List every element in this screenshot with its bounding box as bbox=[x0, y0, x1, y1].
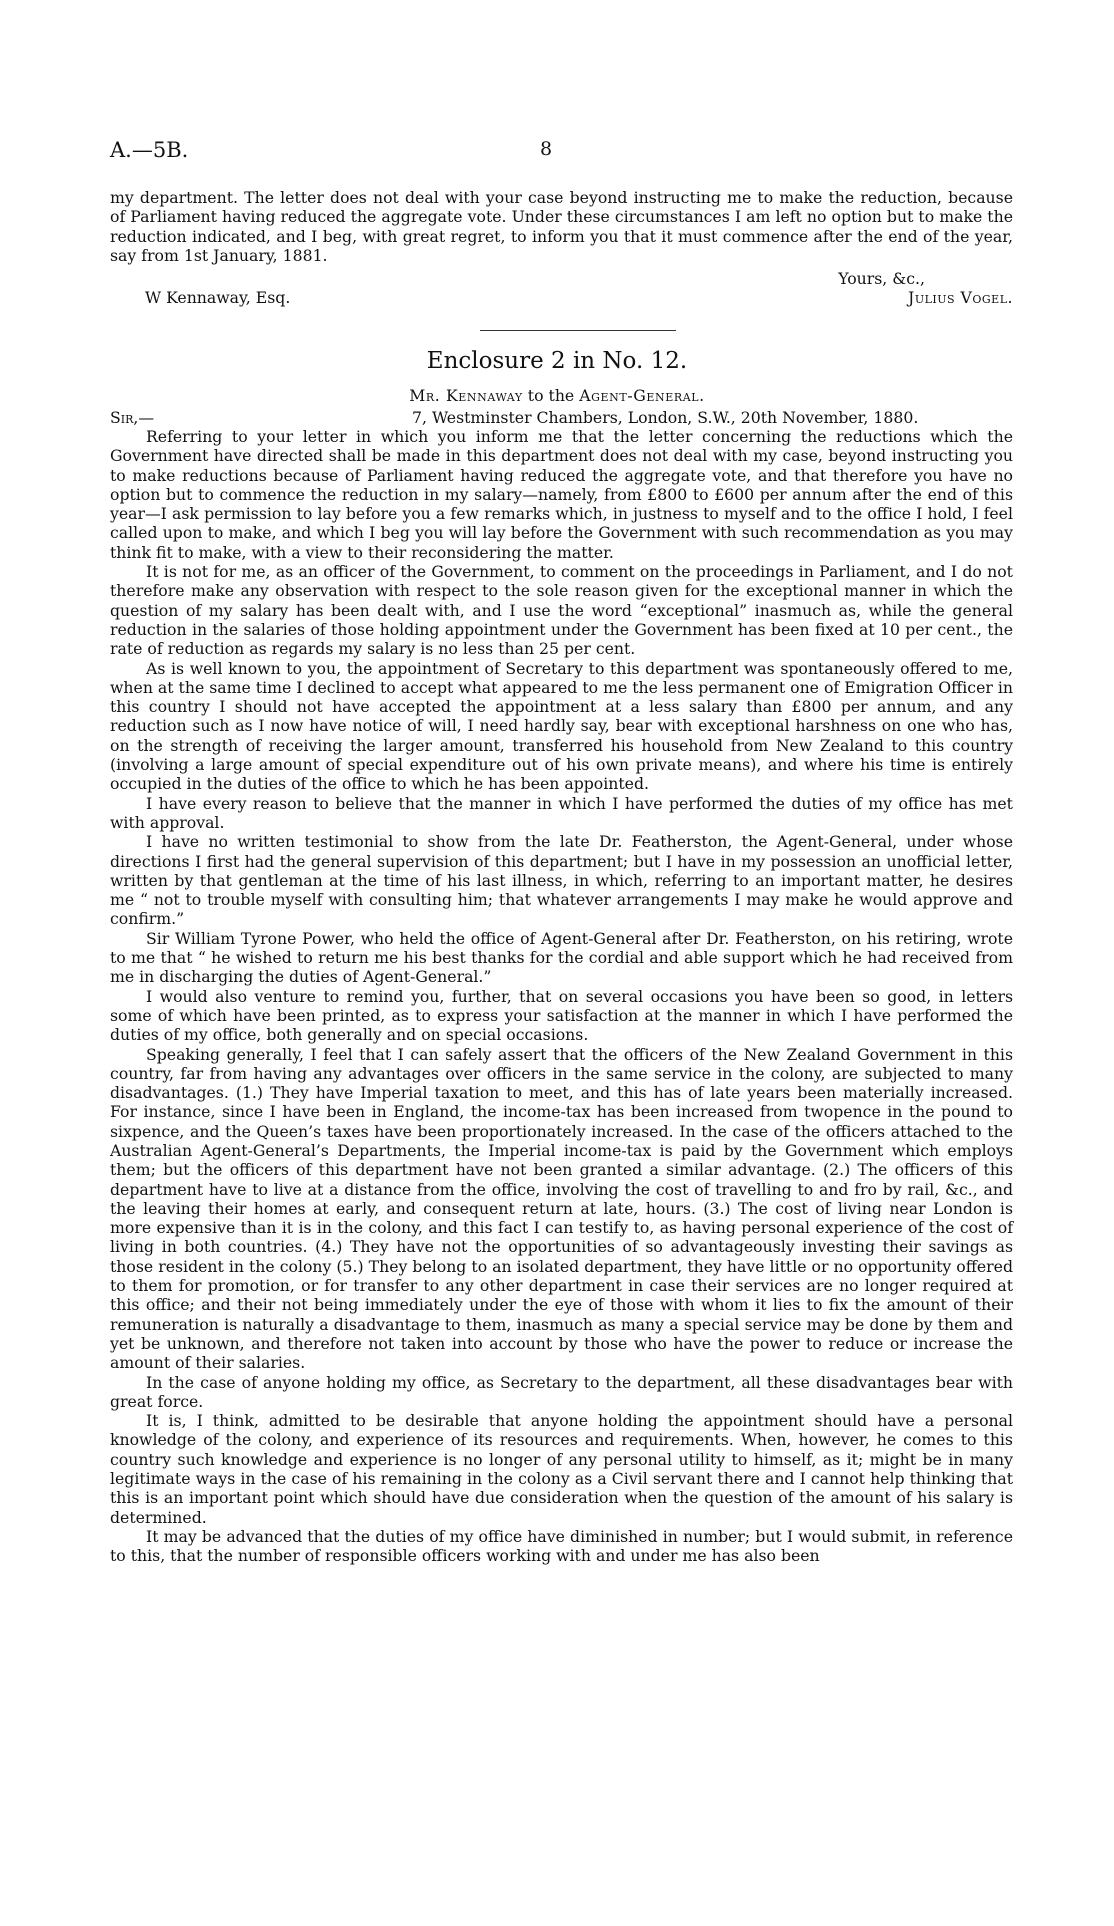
letter-subheading bbox=[0, 386, 1114, 405]
sender: Mr. Kennaway bbox=[409, 386, 523, 405]
recipient: Agent-General. bbox=[579, 386, 705, 405]
page-identifier: A.—5B. bbox=[110, 138, 189, 162]
paragraph: I would also venture to remind you, further, that on several occasions you have been so good, in letters some of which have been printed, as to express your satisfaction at the manner in which I have performed the duties of my office, both generally and on special occasions. bbox=[110, 986, 1013, 1045]
page-header bbox=[0, 138, 1114, 168]
page-number: 8 bbox=[540, 138, 553, 160]
to-word: to the bbox=[527, 386, 575, 405]
paragraph: Speaking generally, I feel that I can safely assert that the officers of the New Zealand Government in this country, far from having any advantages over officers in the same service in the colony, are subjected to many disadvantages. (1.) They have Imperial taxation to meet, and this has of late years been materially increased. For instance, since I have been in England, the income-tax has been increased from twopence in the pound to sixpence, and the Queen’s taxes have been proportionately increased. In the case of the officers attached to the Australian Agent-General’s Departments, the Imperial income-tax is paid by the Government which employs them; but the officers of this department have not been granted a similar advantage. (2.) The officers of this department have to live at a distance from the office, involving the cost of travelling to and fro by rail, &c., and the leaving their homes at early, and consequent return at late, hours. (3.) The cost of living near London is more expensive than it is in the colony, and this fact I can testify to, as having personal experience of the cost of living in both countries. (4.) They have not the opportunities of so advantageously investing their savings as those resident in the colony (5.) They belong to an isolated department, they have little or no opportunity offered to them for promotion, or for transfer to any other department in case their services are no longer required at this office; and their not being immediately under the eye of those with whom it lies to fix the amount of their remuneration is naturally a disadvantage to them, inasmuch as many a special service may be done by them and yet be unknown, and therefore not taken into account by those who have the power to reduce or increase the amount of their salaries. bbox=[110, 1044, 1013, 1373]
letter-body bbox=[110, 427, 1013, 1566]
paragraph: It is not for me, as an officer of the Government, to comment on the proceedings in Parliament, and I do not therefore make any observation with respect to the sole reason given for the exceptional manner in which the question of my salary has been dealt with, and I use the word “exceptional” inasmuch as, while the general reduction in the salaries of those holding appointment under the Government has been fixed at 10 per cent., the rate of reduction as regards my salary is no less than 25 per cent. bbox=[110, 562, 1013, 659]
paragraph: I have every reason to believe that the manner in which I have performed the duties of my office has met with approval. bbox=[110, 793, 1013, 832]
salutation: Sir,— bbox=[110, 408, 155, 427]
section-divider bbox=[480, 330, 676, 331]
signatory: Julius Vogel. bbox=[908, 288, 1013, 307]
previous-letter-ending: my department. The letter does not deal with your case beyond instructing me to make the reduction, because of Parliament having reduced the aggregate vote. Under these circumstances I am left no option but to make the reduction indicated, and I beg, with great regret, to inform you that it must commence after the end of the year, say from 1st January, 1881. bbox=[110, 188, 1013, 265]
paragraph: Referring to your letter in which you inform me that the letter concerning the reductions which the Government have directed shall be made in this department does not deal with my case, beyond instructing you to make reductions because of Parliament having reduced the aggregate vote, and that therefore you have no option but to commence the reduction in my salary—namely, from £800 to £600 per annum after the end of this year—I ask permission to lay before you a few remarks which, in justness to myself and to the office I hold, I feel called upon to make, and which I beg you will lay before the Government with such recommendation as you may think fit to make, with a view to their reconsidering the matter. bbox=[110, 427, 1013, 562]
paragraph: In the case of anyone holding my office, as Secretary to the department, all these disadvantages bear with great force. bbox=[110, 1372, 1013, 1411]
paragraph: I have no written testimonial to show from the late Dr. Featherston, the Agent-General, under whose directions I first had the general supervision of this department; but I have in my possession an unofficial letter, written by that gentleman at the time of his last illness, in which, referring to an important matter, he desires me “ not to trouble myself with consulting him; that whatever arrangements I may make he would approve and confirm.” bbox=[110, 832, 1013, 929]
paragraph: Sir William Tyrone Power, who held the office of Agent-General after Dr. Featherston, on his retiring, wrote to me that “ he wished to return me his best thanks for the cordial and able support which he had received from me in discharging the duties of Agent-General.” bbox=[110, 928, 1013, 987]
addressee: W Kennaway, Esq. bbox=[145, 288, 291, 307]
paragraph: As is well known to you, the appointment of Secretary to this department was spontaneously offered to me, when at the same time I declined to accept what appeared to me the less permanent one of Emigration Officer in this country I should not have accepted the appointment at a less salary than £800 per annum, and any reduction such as I now have notice of will, I need hardly say, bear with exceptional harshness on one who has, on the strength of receiving the larger amount, transferred his household from New Zealand to this country (involving a large amount of special expenditure out of his own private means), and where his time is entirely occupied in the duties of the office to which he has been appointed. bbox=[110, 658, 1013, 794]
enclosure-heading: Enclosure 2 in No. 12. bbox=[426, 348, 688, 374]
paragraph: It may be advanced that the duties of my office have diminished in number; but I would submit, in reference to this, that the number of responsible officers working with and under me has also been bbox=[110, 1526, 1013, 1566]
closing-line: Yours, &c., bbox=[838, 269, 925, 288]
paragraph: It is, I think, admitted to be desirable that anyone holding the appointment should have a personal knowledge of the colony, and experience of its resources and requirements. When, however, he comes to this country such knowledge and experience is no longer of any personal utility to himself, as it; might be in many legitimate ways in the case of his remaining in the colony as a Civil servant there and I cannot help thinking that this is an important point which should have due consideration when the question of the amount of his salary is determined. bbox=[110, 1411, 1013, 1527]
address-date: 7, Westminster Chambers, London, S.W., 20th November, 1880. bbox=[412, 408, 919, 427]
